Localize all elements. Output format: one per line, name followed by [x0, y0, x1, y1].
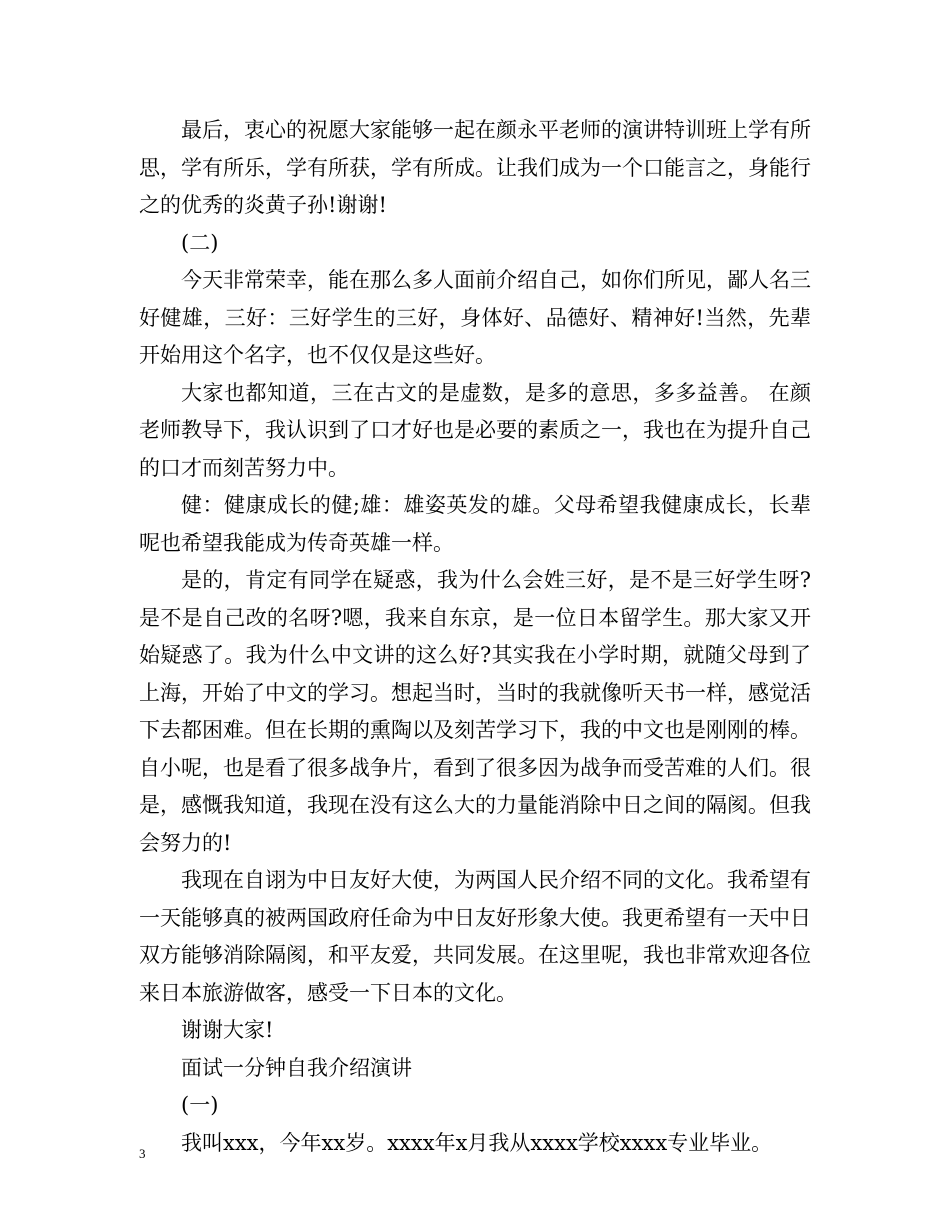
paragraph-name-characters: 健：健康成长的健;雄：雄姿英发的雄。父母希望我健康成长，长辈呢也希望我能成为传奇英雄一样。	[139, 493, 811, 555]
paragraph-section-one-marker: (一)	[181, 1093, 219, 1117]
page-number: 3	[139, 1146, 146, 1161]
paragraph-friendship-ambassador: 我现在自诩为中日友好大使，为两国人民介绍不同的文化。我希望有一天能够真的被两国政府任命为中日友好形象大使。我更希望有一天中日双方能够消除隔阂，和平友爱，共同发展。在这里呢，我也非常欢迎各位来日本旅游做客，感受一下日本的文化。	[139, 868, 811, 1005]
paragraph-closing-wishes: 最后，衷心的祝愿大家能够一起在颜永平老师的演讲特训班上学有所思，学有所乐，学有所获，学有所成。让我们成为一个口能言之，身能行之的优秀的炎黄子孙!谢谢!	[139, 118, 811, 217]
paragraph-name-meaning: 大家也都知道，三在古文的是虚数，是多的意思，多多益善。 在颜老师教导下，我认识到了口才好也是必要的素质之一，我也在为提升自己的口才而刻苦努力中。	[139, 380, 811, 480]
paragraph-thanks: 谢谢大家!	[181, 1018, 274, 1042]
paragraph-self-introduction: 今天非常荣幸，能在那么多人面前介绍自己，如你们所见，鄙人名三好健雄，三好：三好学生的三好，身体好、品德好、精神好!当然，先辈开始用这个名字，也不仅仅是这些好。	[139, 268, 811, 367]
paragraph-interview-intro: 我叫xxx，今年xx岁。xxxx年x月我从xxxx学校xxxx专业毕业。	[181, 1130, 773, 1155]
paragraph-interview-heading: 面试一分钟自我介绍演讲	[181, 1055, 412, 1080]
paragraph-background-story: 是的，肯定有同学在疑惑，我为什么会姓三好，是不是三好学生呀?是不是自己改的名呀?嗯，我来自东京，是一位日本留学生。那大家又开始疑惑了。我为什么中文讲的这么好?其实我在小学时期，就随父母到了上海，开始了中文的学习。想起当时，当时的我就像听天书一样，感觉活下去都困难。但在长期的熏陶以及刻苦学习下，我的中文也是刚刚的棒。自小呢，也是看了很多战争片，看到了很多因为战争而受苦难的人们。很是，感慨我知道，我现在没有这么大的力量能消除中日之间的隔阂。但我会努力的!	[139, 568, 811, 855]
document-body	[139, 112, 811, 1162]
paragraph-section-two-marker: (二)	[181, 230, 219, 255]
